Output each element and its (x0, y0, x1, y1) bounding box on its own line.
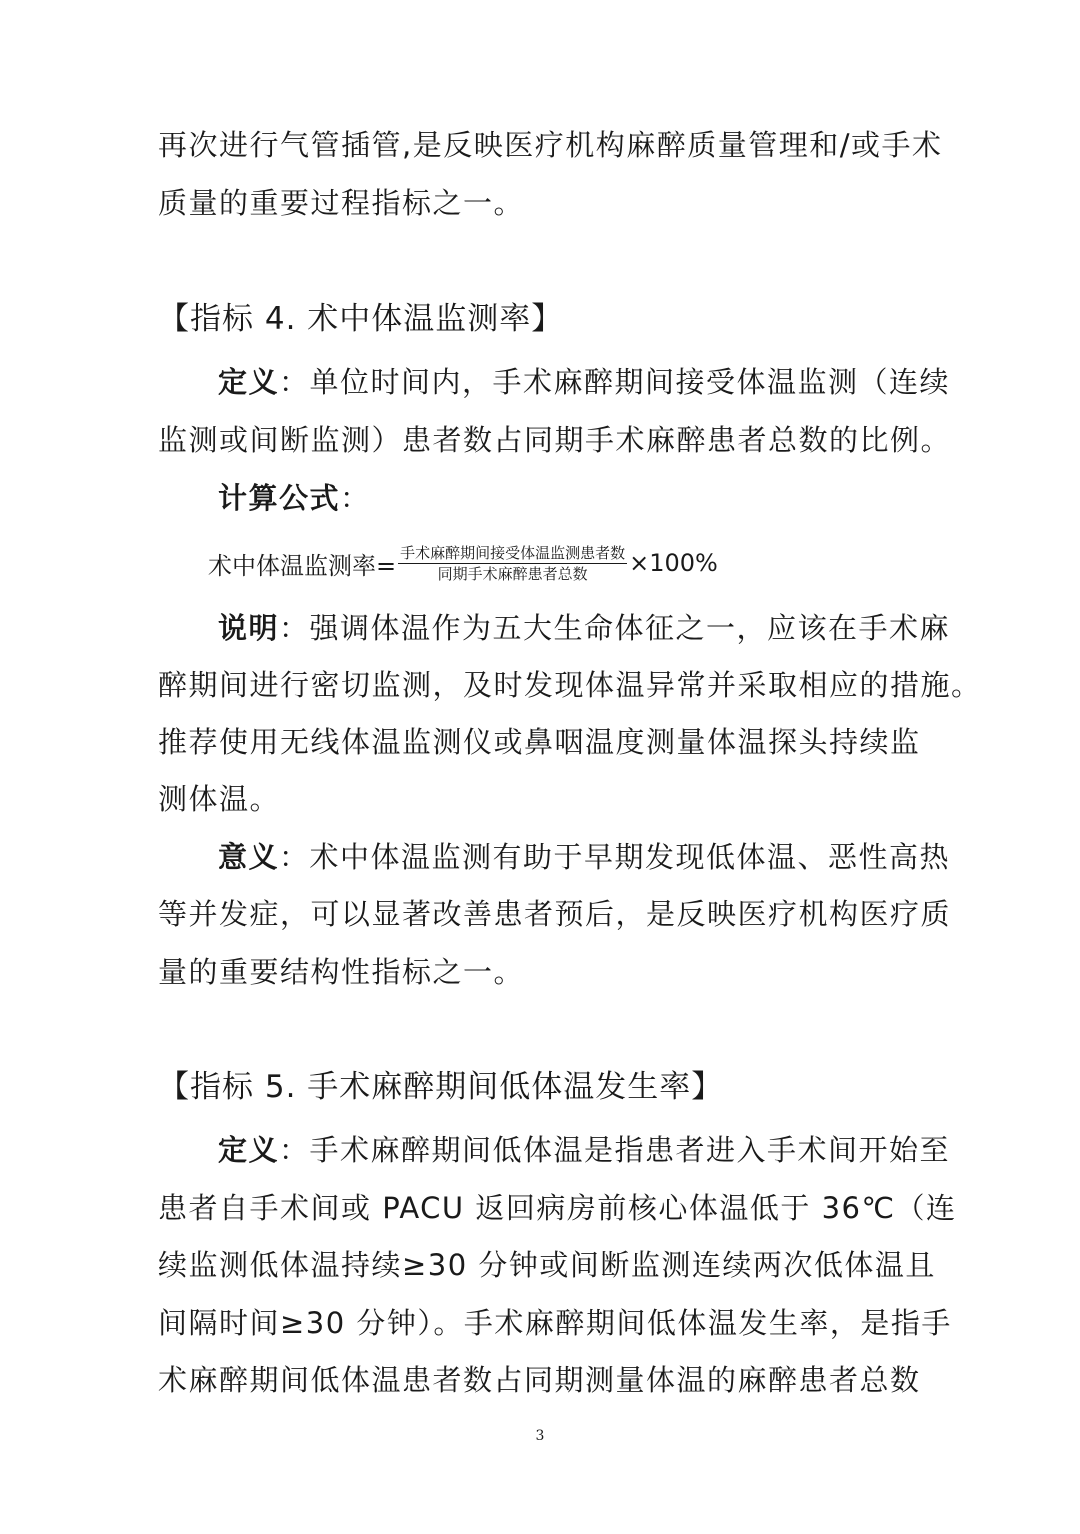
note-label: 说明 (218, 611, 280, 645)
indicator-4-note-line-3: 推荐使用无线体温监测仪或鼻咽温度测量体温探头持续监 (158, 725, 921, 759)
indicator-4-meaning-line-1 (218, 837, 950, 877)
rate-formula (208, 536, 718, 590)
continuation-line-1: 再次进行气管插管,是反映医疗机构麻醉质量管理和/或手术 (158, 128, 943, 162)
indicator-4-meaning-line-2: 等并发症，可以显著改善患者预后，是反映医疗机构医疗质 (158, 897, 952, 931)
indicator-5-definition-line-1 (218, 1130, 950, 1170)
formula-denominator: 同期手术麻醉患者总数 (437, 564, 588, 583)
indicator-5-definition-line-3: 续监测低体温持续≥30 分钟或间断监测连续两次低体温且 (158, 1248, 936, 1282)
meaning-label: 意义 (218, 840, 280, 874)
indicator-4-note-line-4: 测体温。 (158, 782, 281, 816)
indicator-5-definition-line-4: 间隔时间≥30 分钟）。手术麻醉期间低体温发生率，是指手 (158, 1306, 952, 1340)
indicator-5-definition-line-5: 术麻醉期间低体温患者数占同期测量体温的麻醉患者总数 (158, 1363, 921, 1397)
indicator-5-definition-line-2: 患者自手术间或 PACU 返回病房前核心体温低于 36℃（连 (158, 1191, 957, 1225)
page-number: 3 (535, 1428, 545, 1444)
formula-fraction (398, 543, 627, 584)
indicator-5-heading: 【指标 5. 手术麻醉期间低体温发生率】 (158, 1069, 724, 1105)
definition-text: ：单位时间内，手术麻醉期间接受体温监测（连续 (279, 365, 951, 399)
indicator-4-heading: 【指标 4. 术中体温监测率】 (158, 301, 564, 337)
note-text: ：强调体温作为五大生命体征之一，应该在手术麻 (279, 611, 951, 645)
formula-label: 计算公式 (218, 481, 341, 515)
indicator-4-meaning-line-3: 量的重要结构性指标之一。 (158, 955, 525, 989)
meaning-text: ：术中体温监测有助于早期发现低体温、恶性高热 (279, 840, 951, 874)
continuation-line-2: 质量的重要过程指标之一。 (158, 186, 525, 220)
definition-text: ：手术麻醉期间低体温是指患者进入手术间开始至 (279, 1133, 951, 1167)
definition-label: 定义 (218, 1133, 280, 1167)
formula-label-line (218, 478, 371, 518)
formula-lhs: 术中体温监测率= (208, 551, 397, 580)
formula-rhs: ×100% (629, 549, 718, 577)
indicator-4-definition-line-2: 监测或间断监测）患者数占同期手术麻醉患者总数的比例。 (158, 423, 952, 457)
formula-numerator: 手术麻醉期间接受体温监测患者数 (400, 543, 626, 562)
definition-label: 定义 (218, 365, 280, 399)
indicator-4-definition-line-1 (218, 362, 950, 402)
indicator-4-note-line-1 (218, 608, 950, 648)
formula-label-colon: ： (340, 481, 371, 515)
indicator-4-note-line-2: 醉期间进行密切监测，及时发现体温异常并采取相应的措施。 (158, 668, 982, 702)
